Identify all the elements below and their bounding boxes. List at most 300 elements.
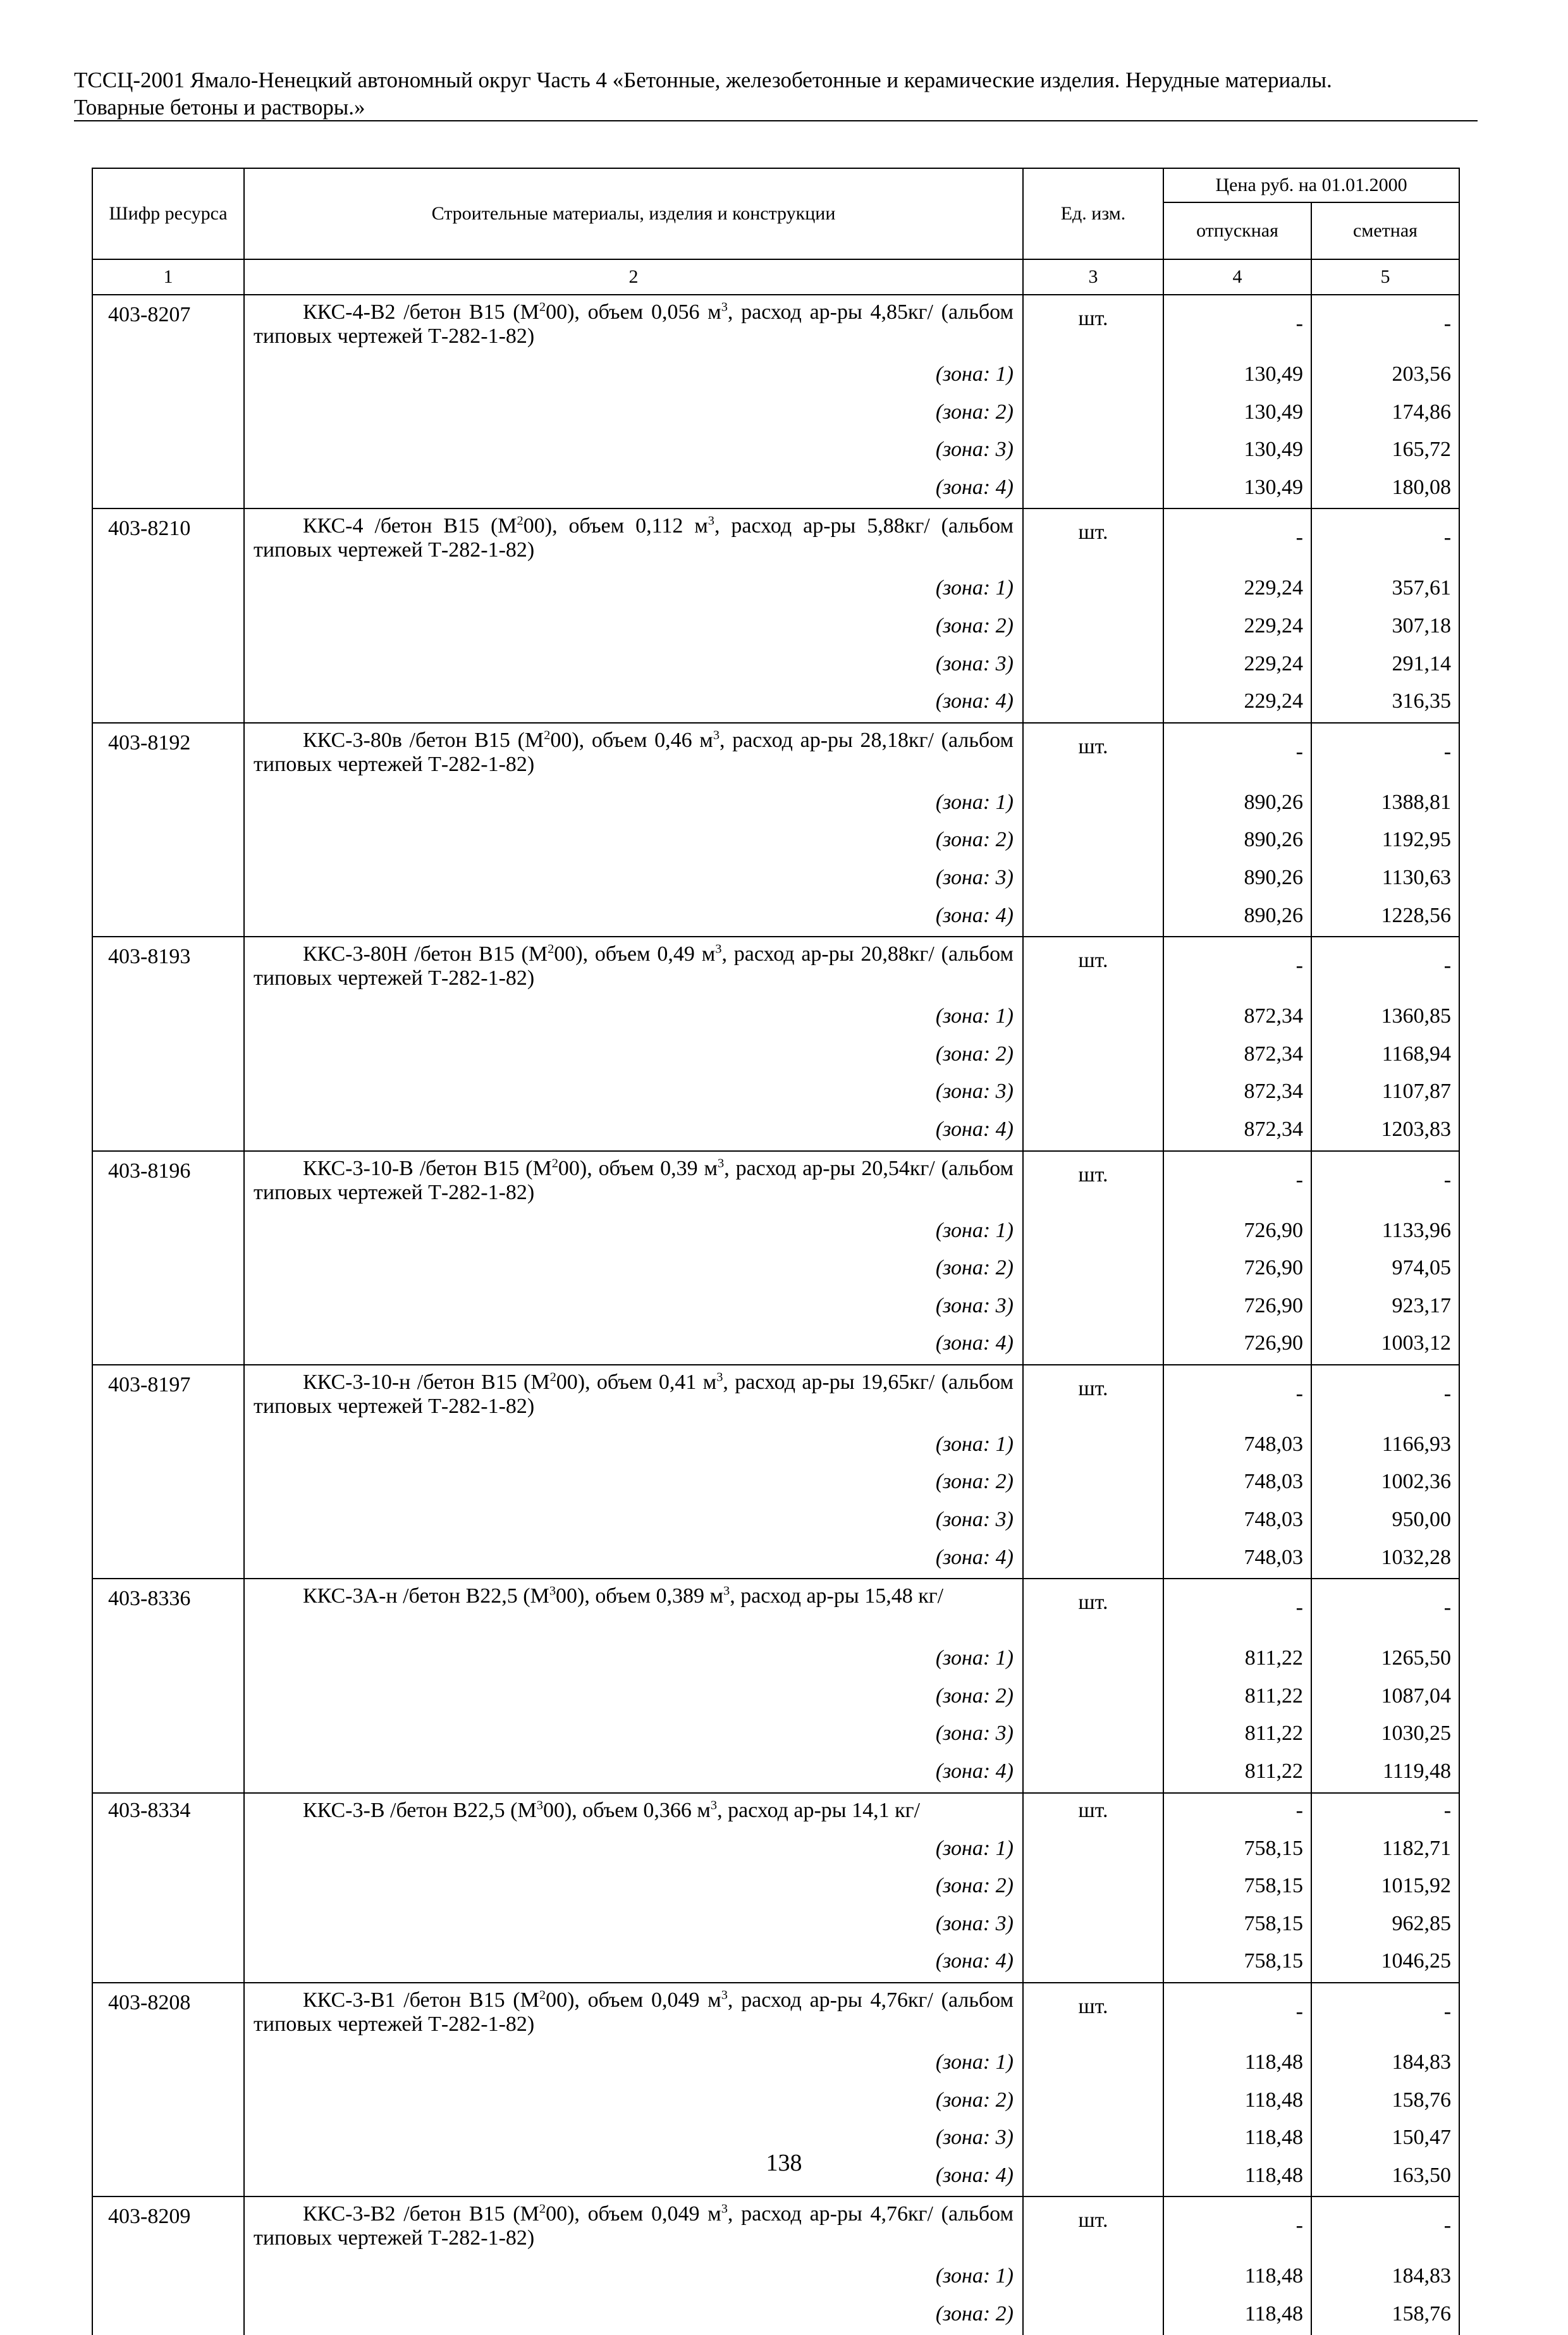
zone-release-price: 890,26 <box>1163 861 1311 899</box>
zone-estimate-price: 1003,12 <box>1311 1326 1459 1365</box>
material-name-text: 00), объем 0,056 м <box>546 300 721 324</box>
table-row <box>92 723 1459 786</box>
volume-superscript: 3 <box>721 2202 728 2217</box>
grade-superscript: 2 <box>549 1370 556 1384</box>
volume-superscript: 3 <box>710 1798 718 1813</box>
zone-label: (зона: 2) <box>244 1037 1023 1075</box>
material-name-text: , расход ар-ры 15,48 кг/ <box>730 1584 944 1608</box>
zone-label: (зона: 1) <box>244 1214 1023 1252</box>
zone-estimate-price: 1182,71 <box>1311 1832 1459 1870</box>
estimate-price: - <box>1311 508 1459 571</box>
table-row <box>92 1151 1459 1214</box>
volume-superscript: 3 <box>718 1156 725 1171</box>
material-name <box>244 1983 1023 2045</box>
material-name <box>244 1151 1023 1214</box>
zone-label: (зона: 3) <box>244 1716 1023 1754</box>
zone-release-price: 118,48 <box>1163 2045 1311 2083</box>
release-price: - <box>1163 723 1311 786</box>
empty-cell <box>1023 823 1163 861</box>
empty-cell <box>92 1754 244 1793</box>
document-header <box>74 66 1478 121</box>
zone-release-price: 130,49 <box>1163 471 1311 509</box>
zone-estimate-price: 316,35 <box>1311 684 1459 723</box>
zone-row <box>92 1679 1459 1717</box>
zone-row <box>92 861 1459 899</box>
zone-estimate-price: 1087,04 <box>1311 1679 1459 1717</box>
empty-cell <box>92 433 244 471</box>
zone-label: (зона: 3) <box>244 2121 1023 2159</box>
zone-label: (зона: 2) <box>244 1465 1023 1503</box>
empty-cell <box>1023 2083 1163 2121</box>
zone-label: (зона: 1) <box>244 357 1023 395</box>
release-price: - <box>1163 1151 1311 1214</box>
zone-estimate-price: 1130,63 <box>1311 861 1459 899</box>
zone-label: (зона: 4) <box>244 471 1023 509</box>
material-name-text: , расход ар-ры 14,1 кг/ <box>717 1798 921 1822</box>
zone-row <box>92 1541 1459 1579</box>
empty-cell <box>92 1503 244 1541</box>
zone-release-price: 811,22 <box>1163 1679 1311 1717</box>
zone-release-price: 726,90 <box>1163 1251 1311 1289</box>
zone-row <box>92 1214 1459 1252</box>
zone-row <box>92 571 1459 609</box>
release-price: - <box>1163 937 1311 999</box>
zone-row <box>92 999 1459 1037</box>
grade-superscript: 2 <box>548 942 554 956</box>
zone-release-price: 890,26 <box>1163 823 1311 861</box>
zone-row <box>92 1326 1459 1365</box>
zone-release-price: 118,48 <box>1163 2159 1311 2197</box>
zone-estimate-price: 950,00 <box>1311 1503 1459 1541</box>
empty-cell <box>92 1465 244 1503</box>
column-number: 5 <box>1311 259 1459 295</box>
volume-superscript: 3 <box>713 728 720 742</box>
zone-estimate-price: 974,05 <box>1311 1251 1459 1289</box>
zone-release-price: 811,22 <box>1163 1754 1311 1793</box>
unit: шт. <box>1023 1365 1163 1427</box>
zone-label: (зона: 2) <box>244 2297 1023 2335</box>
zone-label: (зона: 3) <box>244 1289 1023 1327</box>
material-name-text: ККС-4-В2 /бетон В15 (М <box>303 300 539 324</box>
empty-cell <box>1023 609 1163 647</box>
empty-cell <box>92 2083 244 2121</box>
empty-cell <box>92 1907 244 1945</box>
empty-cell <box>92 1075 244 1112</box>
empty-cell <box>1023 571 1163 609</box>
zone-estimate-price: 962,85 <box>1311 1907 1459 1945</box>
zone-row <box>92 1869 1459 1907</box>
estimate-price: - <box>1311 723 1459 786</box>
zone-estimate-price: 1360,85 <box>1311 999 1459 1037</box>
grade-superscript: 2 <box>539 1988 546 2002</box>
resource-code: 403-8334 <box>92 1793 244 1832</box>
zone-label: (зона: 2) <box>244 395 1023 433</box>
table-row <box>92 937 1459 999</box>
empty-cell <box>92 823 244 861</box>
zone-release-price: 229,24 <box>1163 571 1311 609</box>
empty-cell <box>92 647 244 685</box>
release-price: - <box>1163 2196 1311 2259</box>
header-name: Строительные материалы, изделия и конструкции <box>244 168 1023 259</box>
empty-cell <box>1023 786 1163 823</box>
zone-label: (зона: 2) <box>244 1679 1023 1717</box>
material-name <box>244 723 1023 786</box>
zone-estimate-price: 1046,25 <box>1311 1944 1459 1983</box>
empty-cell <box>92 1641 244 1679</box>
empty-cell <box>1023 899 1163 937</box>
zone-row <box>92 823 1459 861</box>
unit: шт. <box>1023 723 1163 786</box>
empty-cell <box>1023 861 1163 899</box>
zone-estimate-price: 1388,81 <box>1311 786 1459 823</box>
zone-row <box>92 2083 1459 2121</box>
material-name-text: ККС-3-В2 /бетон В15 (М <box>303 2202 539 2226</box>
zone-label: (зона: 3) <box>244 861 1023 899</box>
zone-release-price: 726,90 <box>1163 1214 1311 1252</box>
zone-release-price: 130,49 <box>1163 395 1311 433</box>
price-table <box>92 168 1460 2335</box>
resource-code: 403-8336 <box>92 1579 244 1641</box>
zone-estimate-price: 1133,96 <box>1311 1214 1459 1252</box>
empty-cell <box>1023 395 1163 433</box>
volume-superscript: 3 <box>723 1584 730 1598</box>
empty-cell <box>92 1037 244 1075</box>
empty-cell <box>92 395 244 433</box>
table-row <box>92 1983 1459 2045</box>
zone-row <box>92 471 1459 509</box>
zone-label: (зона: 3) <box>244 1503 1023 1541</box>
zone-label: (зона: 4) <box>244 899 1023 937</box>
empty-cell <box>1023 1716 1163 1754</box>
zone-release-price: 758,15 <box>1163 1869 1311 1907</box>
empty-cell <box>1023 684 1163 723</box>
zone-label: (зона: 3) <box>244 647 1023 685</box>
material-name-text: 00), объем 0,049 м <box>546 2202 721 2226</box>
zone-estimate-price: 291,14 <box>1311 647 1459 685</box>
column-number: 2 <box>244 259 1023 295</box>
zone-label: (зона: 2) <box>244 823 1023 861</box>
volume-superscript: 3 <box>721 1988 728 2002</box>
material-name-text: , расход ар-ры 20,54кг/ (альбом типовых чертежей Т-282-1-82) <box>254 1156 1014 1204</box>
zone-release-price: 748,03 <box>1163 1465 1311 1503</box>
material-name-text: 00), объем 0,41 м <box>556 1370 717 1394</box>
grade-superscript: 3 <box>549 1584 556 1598</box>
estimate-price: - <box>1311 2196 1459 2259</box>
resource-code: 403-8210 <box>92 508 244 571</box>
zone-estimate-price: 184,83 <box>1311 2045 1459 2083</box>
material-name-text: 00), объем 0,112 м <box>523 514 708 538</box>
zone-row <box>92 1251 1459 1289</box>
material-name-text: ККС-3-10-н /бетон В15 (М <box>303 1370 550 1394</box>
zone-label: (зона: 4) <box>244 1112 1023 1151</box>
zone-row <box>92 609 1459 647</box>
zone-release-price: 748,03 <box>1163 1503 1311 1541</box>
zone-estimate-price: 158,76 <box>1311 2083 1459 2121</box>
estimate-price: - <box>1311 1151 1459 1214</box>
zone-row <box>92 1944 1459 1983</box>
zone-label: (зона: 3) <box>244 433 1023 471</box>
zone-row <box>92 357 1459 395</box>
release-price: - <box>1163 1579 1311 1641</box>
empty-cell <box>92 1214 244 1252</box>
estimate-price: - <box>1311 1579 1459 1641</box>
unit: шт. <box>1023 1579 1163 1641</box>
zone-release-price: 726,90 <box>1163 1289 1311 1327</box>
zone-label: (зона: 1) <box>244 786 1023 823</box>
zone-label: (зона: 4) <box>244 1754 1023 1793</box>
empty-cell <box>1023 2297 1163 2335</box>
material-name-text: , расход ар-ры 19,65кг/ (альбом типовых чертежей Т-282-1-82) <box>254 1370 1014 1418</box>
empty-cell <box>92 1832 244 1870</box>
empty-cell <box>92 999 244 1037</box>
estimate-price: - <box>1311 1983 1459 2045</box>
zone-row <box>92 2259 1459 2297</box>
table-header <box>92 168 1459 295</box>
empty-cell <box>92 1679 244 1717</box>
zone-estimate-price: 307,18 <box>1311 609 1459 647</box>
empty-cell <box>92 1112 244 1151</box>
material-name <box>244 937 1023 999</box>
zone-estimate-price: 1002,36 <box>1311 1465 1459 1503</box>
zone-estimate-price: 163,50 <box>1311 2159 1459 2197</box>
unit: шт. <box>1023 937 1163 999</box>
resource-code: 403-8197 <box>92 1365 244 1427</box>
empty-cell <box>1023 1754 1163 1793</box>
empty-cell <box>92 861 244 899</box>
empty-cell <box>92 609 244 647</box>
column-number: 3 <box>1023 259 1163 295</box>
empty-cell <box>1023 433 1163 471</box>
zone-label: (зона: 3) <box>244 1907 1023 1945</box>
zone-label: (зона: 4) <box>244 2159 1023 2197</box>
empty-cell <box>1023 1869 1163 1907</box>
empty-cell <box>1023 2045 1163 2083</box>
resource-code: 403-8196 <box>92 1151 244 1214</box>
zone-label: (зона: 4) <box>244 1541 1023 1579</box>
resource-code: 403-8207 <box>92 295 244 357</box>
empty-cell <box>1023 1541 1163 1579</box>
table-row <box>92 295 1459 357</box>
zone-label: (зона: 1) <box>244 571 1023 609</box>
material-name-text: 00), объем 0,049 м <box>546 1988 721 2012</box>
material-name <box>244 1365 1023 1427</box>
zone-release-price: 229,24 <box>1163 684 1311 723</box>
zone-release-price: 872,34 <box>1163 1075 1311 1112</box>
unit: шт. <box>1023 1983 1163 2045</box>
page-number: 138 <box>766 2150 802 2176</box>
empty-cell <box>1023 2259 1163 2297</box>
empty-cell <box>92 1869 244 1907</box>
zone-estimate-price: 1265,50 <box>1311 1641 1459 1679</box>
zone-row <box>92 1465 1459 1503</box>
volume-superscript: 3 <box>707 514 714 529</box>
zone-label: (зона: 1) <box>244 2259 1023 2297</box>
estimate-price: - <box>1311 295 1459 357</box>
zone-release-price: 130,49 <box>1163 357 1311 395</box>
zone-release-price: 229,24 <box>1163 647 1311 685</box>
empty-cell <box>92 899 244 937</box>
empty-cell <box>1023 1944 1163 1983</box>
grade-superscript: 2 <box>544 728 551 742</box>
zone-release-price: 130,49 <box>1163 433 1311 471</box>
zone-estimate-price: 203,56 <box>1311 357 1459 395</box>
zone-estimate-price: 1015,92 <box>1311 1869 1459 1907</box>
empty-cell <box>1023 1427 1163 1465</box>
volume-superscript: 3 <box>721 300 728 314</box>
zone-estimate-price: 1228,56 <box>1311 899 1459 937</box>
material-name-text: 00), объем 0,49 м <box>554 942 716 966</box>
zone-estimate-price: 1192,95 <box>1311 823 1459 861</box>
header-unit: Ед. изм. <box>1023 168 1163 259</box>
column-number: 1 <box>92 259 244 295</box>
empty-cell <box>92 1427 244 1465</box>
header-code: Шифр ресурса <box>92 168 244 259</box>
zone-row <box>92 684 1459 723</box>
empty-cell <box>92 1716 244 1754</box>
empty-cell <box>92 2297 244 2335</box>
empty-cell <box>1023 1641 1163 1679</box>
empty-cell <box>1023 357 1163 395</box>
zone-row <box>92 433 1459 471</box>
zone-release-price: 748,03 <box>1163 1541 1311 1579</box>
header-price-group: Цена руб. на 01.01.2000 <box>1163 168 1459 202</box>
empty-cell <box>1023 1037 1163 1075</box>
grade-superscript: 2 <box>517 514 524 529</box>
zone-release-price: 811,22 <box>1163 1716 1311 1754</box>
zone-label: (зона: 1) <box>244 1832 1023 1870</box>
zone-label: (зона: 1) <box>244 1427 1023 1465</box>
resource-code: 403-8192 <box>92 723 244 786</box>
zone-row <box>92 786 1459 823</box>
table-row <box>92 1579 1459 1641</box>
material-name-text: , расход ар-ры 20,88кг/ (альбом типовых чертежей Т-282-1-82) <box>254 942 1014 990</box>
material-name-text: 00), объем 0,39 м <box>558 1156 718 1180</box>
zone-label: (зона: 2) <box>244 1251 1023 1289</box>
zone-release-price: 811,22 <box>1163 1641 1311 1679</box>
grade-superscript: 3 <box>536 1798 543 1813</box>
zone-release-price: 118,48 <box>1163 2121 1311 2159</box>
material-name-text: ККС-3-80в /бетон В15 (М <box>303 728 544 752</box>
unit: шт. <box>1023 1793 1163 1832</box>
zone-release-price: 118,48 <box>1163 2297 1311 2335</box>
zone-estimate-price: 184,83 <box>1311 2259 1459 2297</box>
zone-estimate-price: 150,47 <box>1311 2121 1459 2159</box>
header-estimate-price: сметная <box>1311 202 1459 259</box>
zone-release-price: 890,26 <box>1163 899 1311 937</box>
zone-row <box>92 1289 1459 1327</box>
empty-cell <box>1023 647 1163 685</box>
empty-cell <box>92 1326 244 1365</box>
estimate-price: - <box>1311 1793 1459 1832</box>
zone-row <box>92 1503 1459 1541</box>
resource-code: 403-8209 <box>92 2196 244 2259</box>
zone-row <box>92 1112 1459 1151</box>
zone-row <box>92 1907 1459 1945</box>
volume-superscript: 3 <box>716 1370 723 1384</box>
material-name-text: , расход ар-ры 4,85кг/ (альбом типовых чертежей Т-282-1-82) <box>254 300 1014 348</box>
release-price: - <box>1163 1365 1311 1427</box>
release-price: - <box>1163 1983 1311 2045</box>
resource-code: 403-8208 <box>92 1983 244 2045</box>
zone-row <box>92 899 1459 937</box>
material-name-text: ККС-3-10-В /бетон В15 (М <box>303 1156 552 1180</box>
empty-cell <box>1023 1289 1163 1327</box>
material-name-text: , расход ар-ры 5,88кг/ (альбом типовых чертежей Т-282-1-82) <box>254 514 1014 562</box>
zone-release-price: 872,34 <box>1163 1037 1311 1075</box>
zone-estimate-price: 1032,28 <box>1311 1541 1459 1579</box>
zone-row <box>92 1641 1459 1679</box>
empty-cell <box>1023 1679 1163 1717</box>
grade-superscript: 2 <box>551 1156 558 1171</box>
material-name-text: , расход ар-ры 4,76кг/ (альбом типовых чертежей Т-282-1-82) <box>254 1988 1014 2036</box>
zone-release-price: 872,34 <box>1163 999 1311 1037</box>
empty-cell <box>1023 1503 1163 1541</box>
zone-release-price: 758,15 <box>1163 1907 1311 1945</box>
empty-cell <box>92 357 244 395</box>
zone-label: (зона: 1) <box>244 2045 1023 2083</box>
zone-estimate-price: 180,08 <box>1311 471 1459 509</box>
material-name-text: , расход ар-ры 28,18кг/ (альбом типовых чертежей Т-282-1-82) <box>254 728 1014 776</box>
material-name-text: 00), объем 0,389 м <box>556 1584 723 1608</box>
zone-release-price: 872,34 <box>1163 1112 1311 1151</box>
table-row <box>92 2196 1459 2259</box>
empty-cell <box>1023 1075 1163 1112</box>
empty-cell <box>92 1944 244 1983</box>
zone-label: (зона: 2) <box>244 609 1023 647</box>
empty-cell <box>92 471 244 509</box>
zone-estimate-price: 1107,87 <box>1311 1075 1459 1112</box>
material-name-text: , расход ар-ры 4,76кг/ (альбом типовых чертежей Т-282-1-82) <box>254 2202 1014 2250</box>
header-line-2: Товарные бетоны и растворы.» <box>74 95 365 120</box>
zone-row <box>92 2297 1459 2335</box>
zone-label: (зона: 2) <box>244 2083 1023 2121</box>
material-name-text: ККС-3-80Н /бетон В15 (М <box>303 942 548 966</box>
zone-row <box>92 1832 1459 1870</box>
table-row <box>92 508 1459 571</box>
grade-superscript: 2 <box>539 300 546 314</box>
estimate-price: - <box>1311 1365 1459 1427</box>
unit: шт. <box>1023 1151 1163 1214</box>
zone-row <box>92 1075 1459 1112</box>
material-name-text: ККС-3А-н /бетон В22,5 (М <box>303 1584 549 1608</box>
zone-label: (зона: 4) <box>244 1326 1023 1365</box>
material-name <box>244 508 1023 571</box>
zone-label: (зона: 2) <box>244 1869 1023 1907</box>
estimate-price: - <box>1311 937 1459 999</box>
empty-cell <box>92 684 244 723</box>
release-price: - <box>1163 508 1311 571</box>
zone-release-price: 758,15 <box>1163 1944 1311 1983</box>
material-name-text: ККС-3-В1 /бетон В15 (М <box>303 1988 539 2012</box>
zone-row <box>92 647 1459 685</box>
empty-cell <box>1023 999 1163 1037</box>
empty-cell <box>92 1541 244 1579</box>
column-number: 4 <box>1163 259 1311 295</box>
zone-release-price: 726,90 <box>1163 1326 1311 1365</box>
empty-cell <box>1023 1214 1163 1252</box>
empty-cell <box>1023 471 1163 509</box>
material-name-text: 00), объем 0,46 м <box>550 728 713 752</box>
zone-estimate-price: 158,76 <box>1311 2297 1459 2335</box>
zone-estimate-price: 1030,25 <box>1311 1716 1459 1754</box>
empty-cell <box>1023 1832 1163 1870</box>
resource-code: 403-8193 <box>92 937 244 999</box>
empty-cell <box>1023 1112 1163 1151</box>
empty-cell <box>1023 1326 1163 1365</box>
empty-cell <box>1023 1907 1163 1945</box>
zone-row <box>92 395 1459 433</box>
table-row <box>92 1365 1459 1427</box>
